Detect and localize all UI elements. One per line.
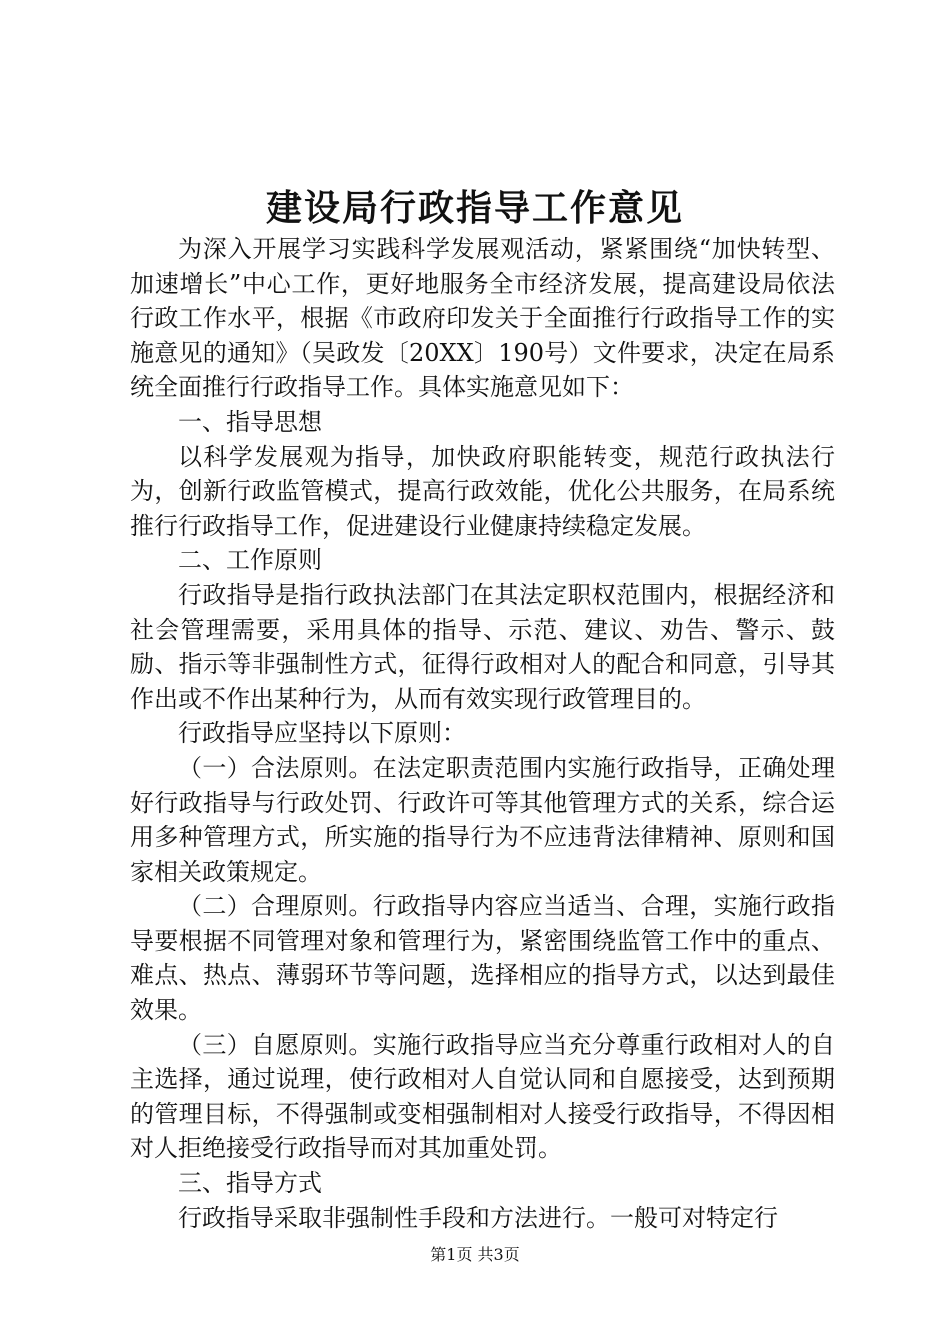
paragraph-principle-voluntary: （三）自愿原则。实施行政指导应当充分尊重行政相对人的自主选择，通过说理，使行政相对人自觉认同和自愿接受，达到预期的管理目标，不得强制或变相强制相对人接受行政指导，不得因相对人拒绝接受行政指导而对其加重处罚。 [130, 1030, 835, 1163]
paragraph-principles-intro: 行政指导应坚持以下原则： [178, 719, 466, 748]
page-number: 第1页 共3页 [430, 1245, 520, 1264]
paragraph-guiding-thought: 以科学发展观为指导，加快政府职能转变，规范行政执法行为，创新行政监管模式，提高行政效能，优化公共服务，在局系统推行行政指导工作，促进建设行业健康持续稳定发展。 [130, 442, 835, 540]
paragraph-principle-legal: （一）合法原则。在法定职责范围内实施行政指导，正确处理好行政指导与行政处罚、行政许可等其他管理方式的关系，综合运用多种管理方式，所实施的指导行为不应违背法律精神、原则和国家相关政策规定。 [130, 753, 835, 886]
paragraph-guidance-methods: 行政指导采取非强制性手段和方法进行。一般可对特定行 [178, 1203, 778, 1232]
document-title: 建设局行政指导工作意见 [265, 187, 684, 229]
section-heading-1: 一、指导思想 [178, 407, 322, 436]
section-heading-2: 二、工作原则 [178, 546, 322, 575]
section-heading-3: 三、指导方式 [178, 1169, 322, 1198]
paragraph-principle-reasonable: （二）合理原则。行政指导内容应当适当、合理，实施行政指导要根据不同管理对象和管理行为，紧密围绕监管工作中的重点、难点、热点、薄弱环节等问题，选择相应的指导方式，以达到最佳效果。 [130, 892, 835, 1025]
document-body [130, 232, 835, 1235]
paragraph-definition: 行政指导是指行政执法部门在其法定职权范围内，根据经济和社会管理需要，采用具体的指导、示范、建议、劝告、警示、鼓励、指示等非强制性方式，征得行政相对人的配合和同意，引导其作出或不作出某种行为，从而有效实现行政管理目的。 [130, 580, 835, 713]
paragraph-intro: 为深入开展学习实践科学发展观活动，紧紧围绕“加快转型、加速增长”中心工作，更好地服务全市经济发展，提高建设局依法行政工作水平，根据《市政府印发关于全面推行行政指导工作的实施意见的通知》（吴政发〔20XX〕190号）文件要求，决定在局系统全面推行行政指导工作。具体实施意见如下： [130, 235, 835, 402]
